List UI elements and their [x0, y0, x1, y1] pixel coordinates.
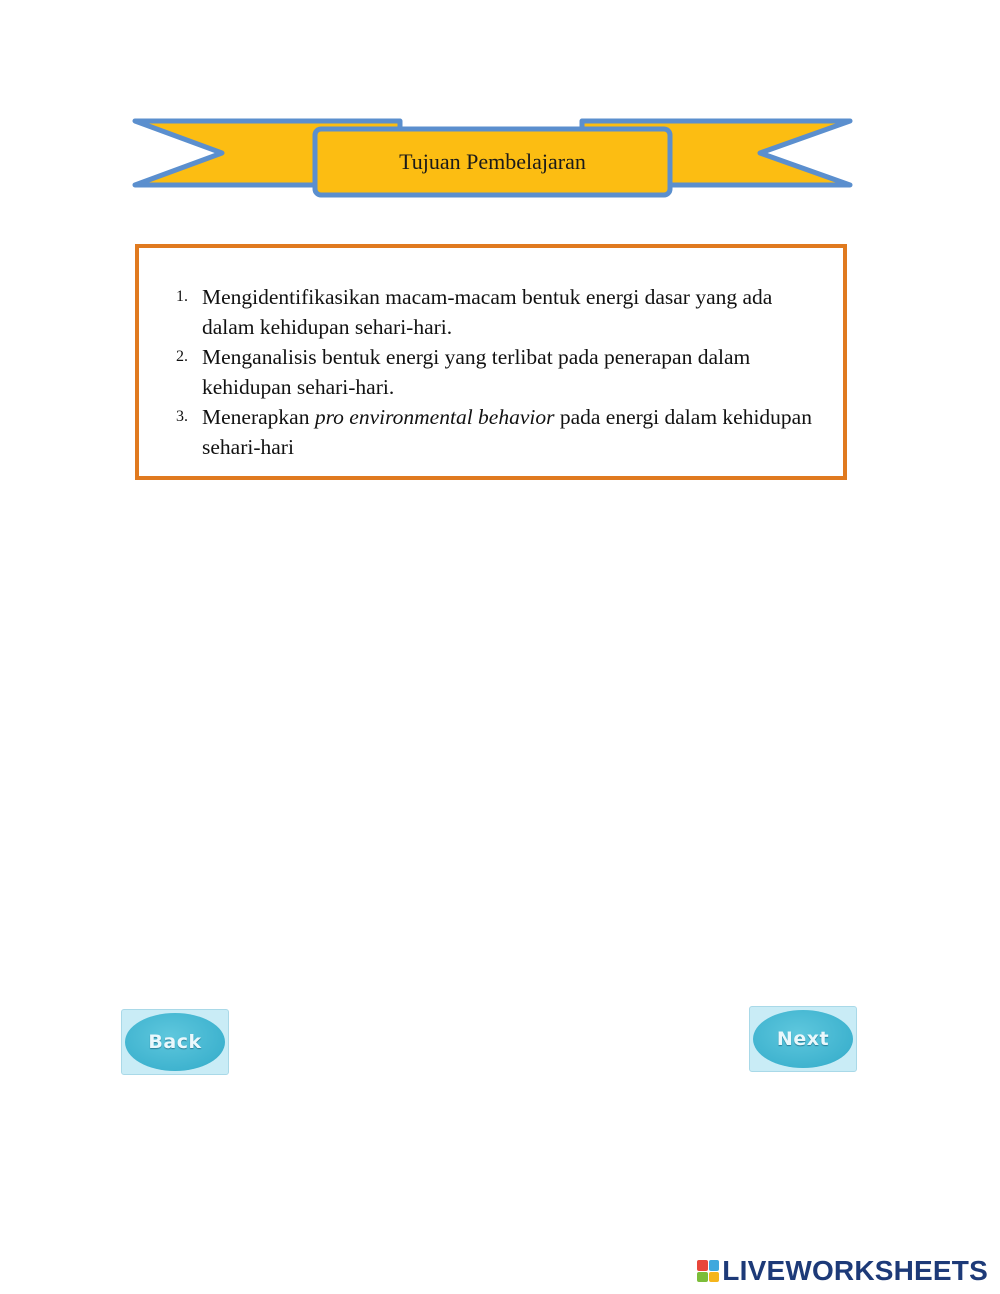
item-text-start: Menerapkan	[202, 405, 315, 429]
list-item	[139, 282, 827, 342]
next-button[interactable]	[749, 1006, 857, 1072]
item-number: 2.	[176, 348, 188, 365]
brand-name: LIVEWORKSHEETS	[722, 1255, 988, 1286]
item-text	[202, 402, 827, 462]
item-text: Mengidentifikasikan macam-macam bentuk energi dasar yang ada dalam kehidupan sehari-hari.	[202, 285, 773, 339]
item-number: 3.	[176, 408, 188, 425]
item-text-end: pada energi dalam kehidupan sehari-hari	[202, 405, 812, 459]
objectives-list	[139, 248, 843, 462]
back-button-oval	[125, 1013, 225, 1071]
list-item	[139, 342, 827, 402]
list-item	[139, 402, 827, 462]
back-button[interactable]	[121, 1009, 229, 1075]
item-text-italic: pro environmental behavior	[314, 405, 555, 429]
liveworksheets-logo-icon	[697, 1260, 719, 1282]
next-button-oval	[753, 1010, 853, 1068]
item-number: 1.	[176, 288, 188, 305]
title-banner	[130, 115, 855, 205]
brand-footer[interactable]	[697, 1255, 988, 1287]
page-title: Tujuan Pembelajaran	[399, 149, 586, 174]
back-button-label: Back	[148, 1031, 202, 1053]
objectives-box	[135, 244, 847, 480]
next-button-label: Next	[776, 1028, 830, 1050]
item-text: Menganalisis bentuk energi yang terlibat pada penerapan dalam kehidupan sehari-hari.	[202, 345, 751, 399]
